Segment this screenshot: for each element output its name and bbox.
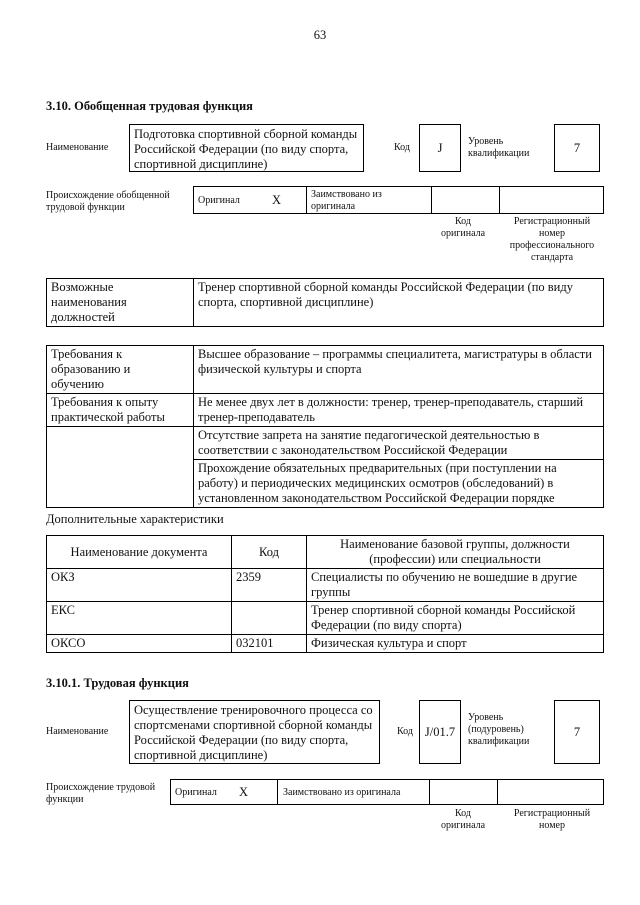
code-label: Код (397, 726, 413, 737)
name-value-box: Осуществление тренировочного процесса со спортсменами спортивной сборной команды Российской Федерации (по виду спорта, спортивной дисциплине) (129, 700, 380, 764)
table-row (47, 635, 604, 653)
table-cell: ЕКС (47, 602, 232, 635)
exp-req-label: Требования к опыту практической работы (47, 394, 194, 427)
original-label: Оригинал (198, 195, 240, 206)
origin-label: Происхождение обобщенной трудовой функции (46, 190, 170, 213)
orig-code-caption: Код оригинала (440, 808, 486, 831)
col-header-name: Наименование базовой группы, должности (профессии) или специальности (307, 536, 604, 569)
table-cell (232, 602, 307, 635)
positions-label: Возможные наименования должностей (47, 279, 194, 327)
table-cell: ОКСО (47, 635, 232, 653)
borrowed-label: Заимствовано из оригинала (311, 189, 382, 212)
name-label: Наименование (46, 726, 109, 737)
original-mark: X (272, 193, 282, 207)
subsection-heading: 3.10.1. Трудовая функция (46, 676, 189, 690)
positions-table (46, 278, 604, 327)
special-cond-1: Отсутствие запрета на занятие педагогической деятельностью в соответствии с законодательством Российской Федерации (194, 427, 604, 460)
table-row (47, 346, 604, 394)
reg-num-caption: Регистрационный номер профессионального стандарта (509, 216, 595, 263)
positions-value: Тренер спортивной сборной команды Российской Федерации (по виду спорта, спортивной дисциплине) (194, 279, 604, 327)
code-label: Код (394, 142, 410, 153)
level-value-box: 7 (554, 124, 600, 172)
origin-box (193, 186, 604, 214)
level-label: Уровень квалификации (468, 136, 530, 159)
table-row (47, 602, 604, 635)
name-value-box: Подготовка спортивной сборной команды Российской Федерации (по виду спорта, спортивной дисциплине) (129, 124, 364, 172)
table-row (47, 279, 604, 327)
borrowed-label: Заимствовано из оригинала (283, 787, 401, 798)
exp-req-value: Не менее двух лет в должности: тренер, тренер-преподаватель, старший тренер-преподаватель (194, 394, 604, 427)
edu-req-value: Высшее образование – программы специалитета, магистратуры в области физической культуры и спорта (194, 346, 604, 394)
table-cell: 032101 (232, 635, 307, 653)
original-label: Оригинал (175, 787, 217, 798)
col-header-doc: Наименование документа (47, 536, 232, 569)
orig-code-caption: Код оригинала (440, 216, 486, 239)
special-cond-2: Прохождение обязательных предварительных (при поступлении на работу) и периодических медицинских осмотров (обследований) в установленном законодательством Российской Федерации порядке (194, 460, 604, 508)
col-header-code: Код (232, 536, 307, 569)
divider (431, 187, 432, 213)
original-mark: X (239, 785, 249, 799)
level-label: Уровень (подуровень) квалификации (468, 712, 530, 747)
section-heading: 3.10. Обобщенная трудовая функция (46, 99, 253, 113)
divider (497, 780, 498, 804)
name-label: Наименование (46, 142, 109, 153)
code-value-box: J/01.7 (419, 700, 461, 764)
requirements-table (46, 345, 604, 508)
extra-table (46, 535, 604, 653)
origin-label: Происхождение трудовой функции (46, 782, 156, 805)
divider (499, 187, 500, 213)
divider (429, 780, 430, 804)
special-label (47, 427, 194, 508)
divider (277, 780, 278, 804)
level-value-box: 7 (554, 700, 600, 764)
table-cell: Специалисты по обучению не вошедшие в другие группы (307, 569, 604, 602)
extra-heading: Дополнительные характеристики (46, 512, 224, 526)
table-cell: 2359 (232, 569, 307, 602)
table-cell: ОКЗ (47, 569, 232, 602)
code-value-box: J (419, 124, 461, 172)
divider (306, 187, 307, 213)
edu-req-label: Требования к образованию и обучению (47, 346, 194, 394)
table-header-row (47, 536, 604, 569)
page-number: 63 (313, 28, 327, 42)
origin-box (170, 779, 604, 805)
table-row (47, 427, 604, 460)
table-row (47, 394, 604, 427)
table-cell: Физическая культура и спорт (307, 635, 604, 653)
reg-num-caption: Регистрационный номер (513, 808, 591, 831)
table-row (47, 569, 604, 602)
table-cell: Тренер спортивной сборной команды Российской Федерации (по виду спорта) (307, 602, 604, 635)
